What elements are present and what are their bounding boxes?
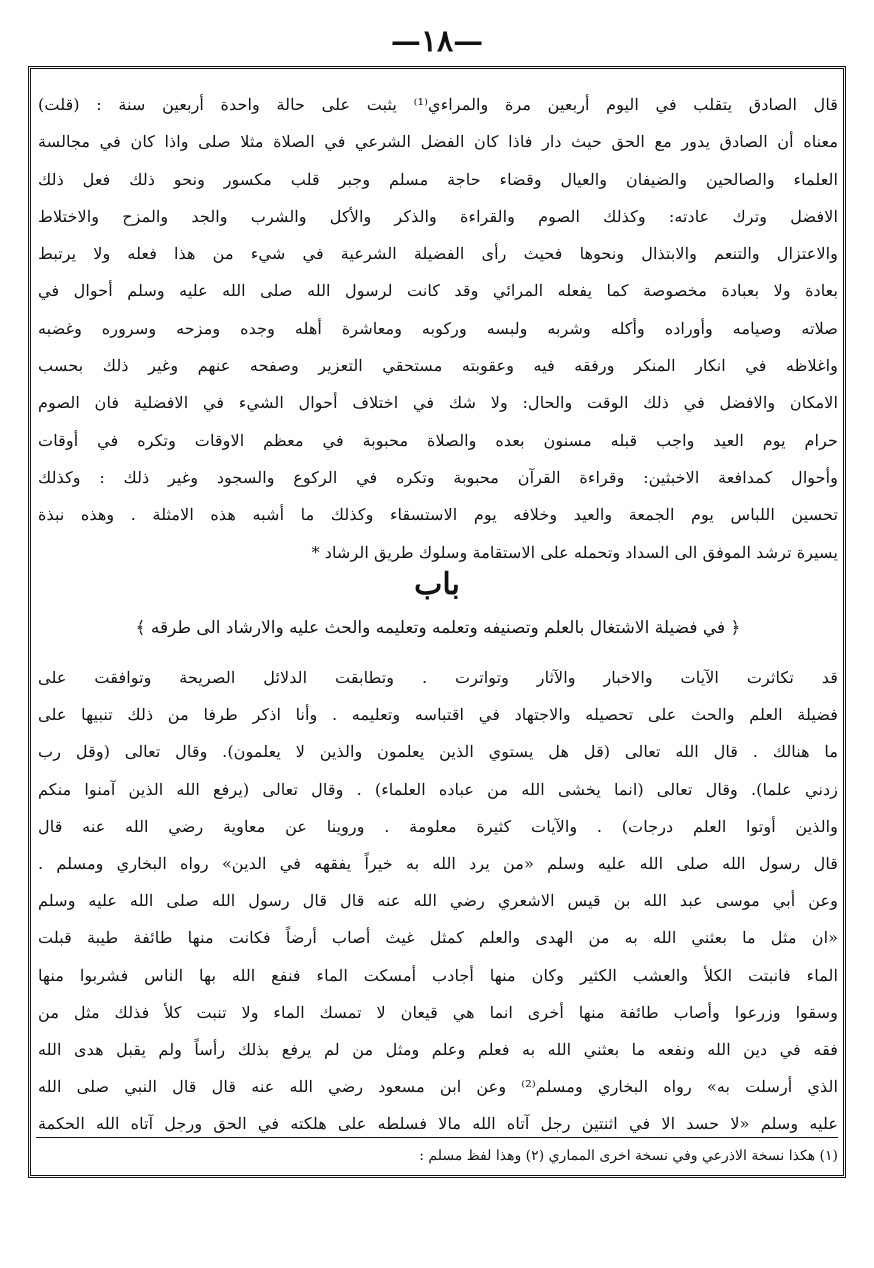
text-line: العلماء والصالحين والضيفان والعيال وقضاء حاجة مسلم وجبر قلب مكسور ونحو ذلك فعل ذلك bbox=[38, 169, 838, 189]
text-line: واغلاظه في انكار المنكر ورفقه فيه وعقوبته مستحقي التعزير وصفحه عنهم وغير ذلك بحسب bbox=[38, 356, 838, 376]
paragraph-1 bbox=[38, 86, 838, 571]
text-line: قد تكاثرت الآيات والاخبار والآثار وتواترت . وتطابقت الدلائل الصريحة وتوافقت على bbox=[38, 668, 838, 687]
text-line: وعن أبي موسى عبد الله بن قيس الاشعري رضي الله عنه قال قال رسول الله صلى الله عليه وسلم bbox=[38, 891, 838, 911]
text-line: قال الصادق يتقلب في اليوم أربعين مرة والمراءي⁽¹⁾ يثبت على حالة واحدة أربعين سنة : (قلت) bbox=[38, 95, 838, 114]
text-line: عليه وسلم «لا حسد الا في اثنتين رجل آتاه الله مالا فسلطه على هلكته في الحق ورجل آتاه الله الحكمة bbox=[38, 1114, 838, 1134]
text-line: فقه في دين الله ونفعه ما بعثني الله به فعلم وعلم ومثل من لم يرفع بذلك رأساً ولم يقبل هدى الله bbox=[38, 1040, 838, 1060]
text-line: الذي أرسلت به» رواه البخاري ومسلم⁽²⁾ وعن ابن مسعود رضي الله عنه قال قال النبي صلى الله bbox=[38, 1077, 838, 1097]
text-line: ما هنالك . قال الله تعالى (قل هل يستوي الذين يعلمون والذين لا يعلمون). وقال تعالى (وقل رب bbox=[38, 742, 838, 762]
footnote: (١) هكذا نسخة الاذرعي وفي نسخة اخرى المماري (٢) وهذا لفظ مسلم : bbox=[419, 1148, 838, 1164]
text-line: الماء فانبتت الكلأ والعشب الكثير وكان منها أجادب أمسكت الماء فنفع الله بها الناس فشربوا منها bbox=[38, 965, 838, 985]
chapter-title: باب bbox=[414, 567, 460, 602]
text-line: تحسين اللباس يوم الجمعة والعيد وخلافه يوم الاستسقاء وكذلك ما أشبه هذه الامثلة . وهذه نبذة bbox=[38, 505, 838, 525]
text-line: الافضل وترك عادته: وكذلك الصوم والقراءة والذكر والأكل والشرب والجد والمزح والاختلاط bbox=[38, 206, 838, 226]
text-line: قال رسول الله صلى الله عليه وسلم «من يرد الله به خيراً يفقهه في الدين» رواه البخاري ومسلم . bbox=[38, 854, 838, 874]
text-line: وسقوا وزرعوا وأصاب طائفة منها أخرى انما هي قيعان لا تمسك الماء ولا تنبت كلأ فذلك مثل من bbox=[38, 1002, 838, 1022]
text-line: يسيرة ترشد الموفق الى السداد وتحمله على الاستقامة وسلوك طريق الرشاد * bbox=[311, 542, 838, 562]
text-line: والذين أوتوا العلم درجات) . والآيات كثيرة معلومة . وروينا عن معاوية رضي الله عنه قال bbox=[38, 816, 838, 836]
text-line: معناه أن الصادق يدور مع الحق حيث دار فاذا كان الفضل الشرعي في الصلاة مثلا صلى واذا كان في مجالسة bbox=[38, 132, 838, 152]
text-line: الامكان والافضل في ذلك الوقت والحال: ولا شك في اختلاف أحوال الشيء في الافضلية فان الصوم bbox=[38, 393, 838, 413]
text-line: وأحوال كمدافعة الاخبثين: وقراءة القرآن محبوبة وتكره في الركوع والسجود وغير ذلك : وكذلك bbox=[38, 467, 838, 487]
section-heading: ﴿ في فضيلة الاشتغال بالعلم وتصنيفه وتعلمه وتعليمه والحث عليه والارشاد الى طرقه ﴾ bbox=[135, 618, 741, 638]
text-line: بعادة ولا بعبادة مخصوصة كما يفعله المرائي وقد كانت لرسول الله صلى الله عليه وسلم أحوال في bbox=[38, 281, 838, 301]
page-number: —١٨— bbox=[390, 24, 484, 59]
text-line: «ان مثل ما بعثني الله به من الهدى والعلم كمثل غيث أصاب أرضاً فكانت منها طائفة طيبة قبلت bbox=[38, 928, 838, 948]
text-line: صلاته وصيامه وأوراده وأكله وشربه ولبسه وركوبه ومعاشرة أهله وجده ومزحه وسروره وغضبه bbox=[38, 318, 838, 338]
text-line: زدني علما). وقال تعالى (انما يخشى الله من عباده العلماء) . وقال تعالى (يرفع الله الذين آمنوا منكم bbox=[38, 779, 838, 799]
text-line: حرام يوم العيد واجب قبله مسنون بعده والصلاة محبوبة في معظم الاوقات وتكره في أوقات bbox=[38, 430, 838, 450]
footnote-divider bbox=[36, 1137, 838, 1138]
paragraph-2 bbox=[38, 659, 838, 1143]
text-line: والاعتزال والتنعم والابتذال ونحوها فحيث رأى الفضيلة الشرعية في شيء من هذا فعله ولا يرتبط bbox=[38, 244, 838, 264]
text-line: فضيلة العلم والحث على تحصيله والاجتهاد في اقتباسه وتعليمه . وأنا اذكر طرفا من ذلك تنبيها على bbox=[38, 705, 838, 725]
